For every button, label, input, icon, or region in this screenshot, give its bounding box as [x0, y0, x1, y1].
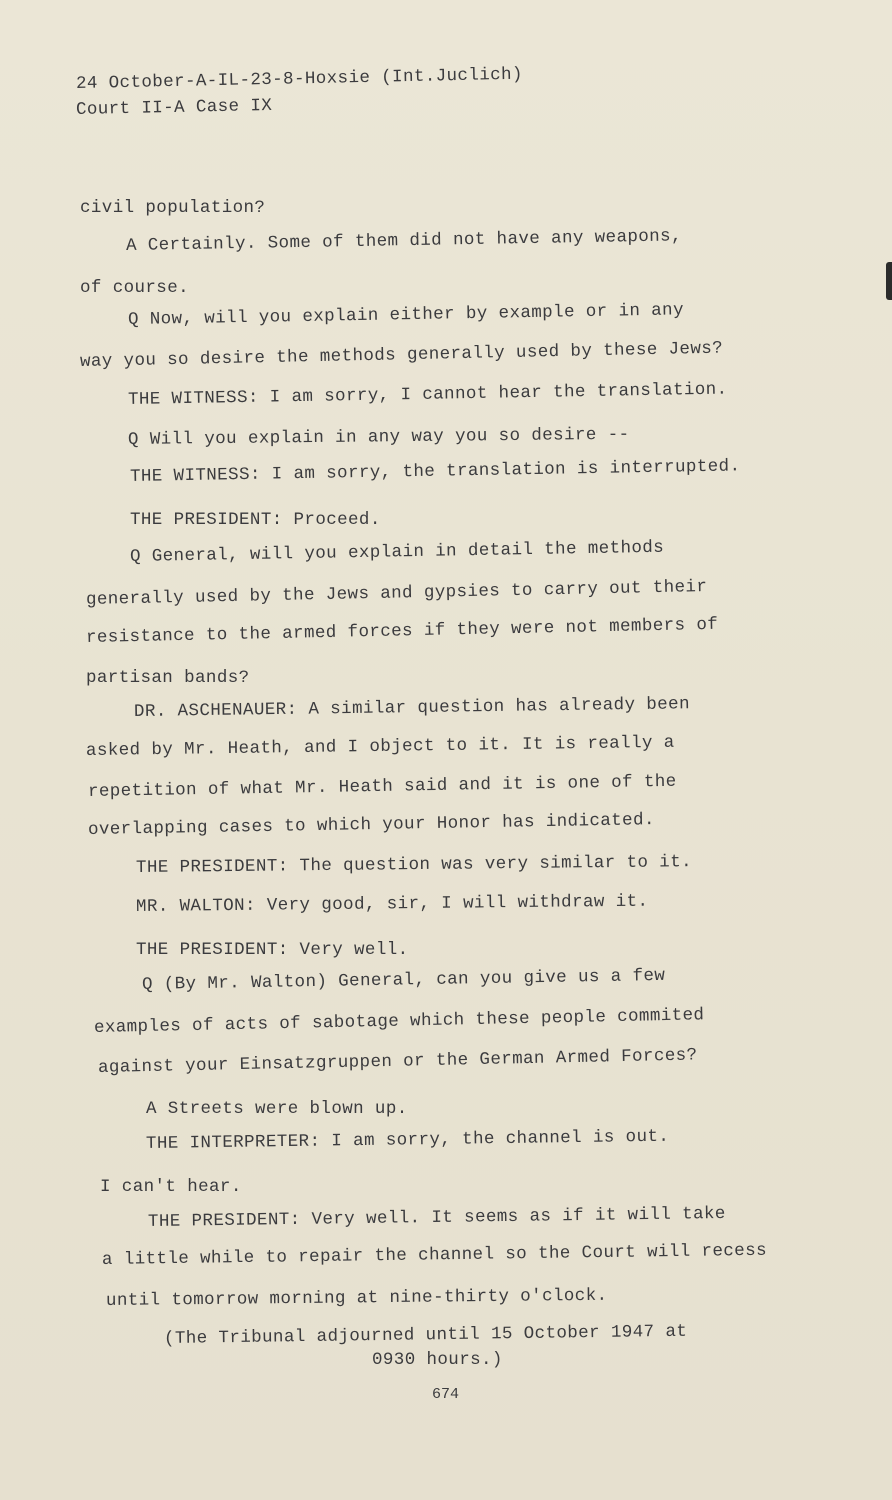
transcript-line: way you so desire the methods generally used by these Jews? — [79, 338, 724, 372]
transcript-line: A Certainly. Some of them did not have any weapons, — [125, 226, 683, 256]
transcript-line: a little while to repair the channel so the Court will recess — [101, 1240, 768, 1270]
transcript-line: A Streets were blown up. — [146, 1099, 408, 1119]
transcript-line: THE PRESIDENT: Proceed. — [130, 510, 381, 530]
transcript-line: THE WITNESS: I am sorry, the translation is interrupted. — [129, 456, 741, 487]
transcript-line: resistance to the armed forces if they were not members of — [85, 614, 719, 648]
transcript-line: partisan bands? — [86, 668, 250, 688]
transcript-line: repetition of what Mr. Heath said and it is one of the — [87, 771, 677, 802]
transcript-line: generally used by the Jews and gypsies to carry out their — [85, 576, 708, 610]
transcript-line: civil population? — [80, 198, 266, 218]
transcript-line: overlapping cases to which your Honor has indicated. — [87, 810, 655, 840]
transcript-line: until tomorrow morning at nine-thirty o'clock. — [105, 1285, 608, 1311]
transcript-line: THE INTERPRETER: I am sorry, the channel is out. — [145, 1126, 670, 1154]
transcript-line: THE WITNESS: I am sorry, I cannot hear the translation. — [127, 379, 728, 410]
adjournment-line-2: 0930 hours.) — [372, 1350, 503, 1370]
transcript-line: DR. ASCHENAUER: A similar question has already been — [133, 694, 691, 722]
adjournment-line-1: (The Tribunal adjourned until 15 October 1947 at — [163, 1321, 688, 1349]
transcript-line: examples of acts of sabotage which these people commited — [93, 1005, 705, 1038]
transcript-line: THE PRESIDENT: The question was very similar to it. — [135, 852, 693, 878]
transcript-line: I can't hear. — [100, 1177, 242, 1197]
header-line-2: Court II-A Case IX — [75, 95, 273, 120]
transcript-line: THE PRESIDENT: Very well. — [136, 940, 409, 960]
transcript-line: against your Einsatzgruppen or the German Armed Forces? — [97, 1045, 698, 1078]
binding-mark — [886, 262, 892, 300]
transcript-line: Q (By Mr. Walton) General, can you give us a few — [141, 965, 666, 995]
header-line-1: 24 October-A-IL-23-8-Hoxsie (Int.Juclich) — [75, 64, 524, 94]
transcript-line: asked by Mr. Heath, and I object to it. It is really a — [85, 732, 675, 761]
transcript-line: Q Now, will you explain either by example or in any — [127, 300, 685, 330]
transcript-line: THE PRESIDENT: Very well. It seems as if it will take — [147, 1203, 726, 1232]
transcript-line: MR. WALTON: Very good, sir, I will withdraw it. — [135, 891, 649, 917]
page-number: 674 — [432, 1386, 460, 1403]
transcript-line: Q General, will you explain in detail the methods — [129, 537, 665, 567]
transcript-line: of course. — [80, 278, 190, 298]
transcript-line: Q Will you explain in any way you so desire -- — [127, 424, 630, 450]
